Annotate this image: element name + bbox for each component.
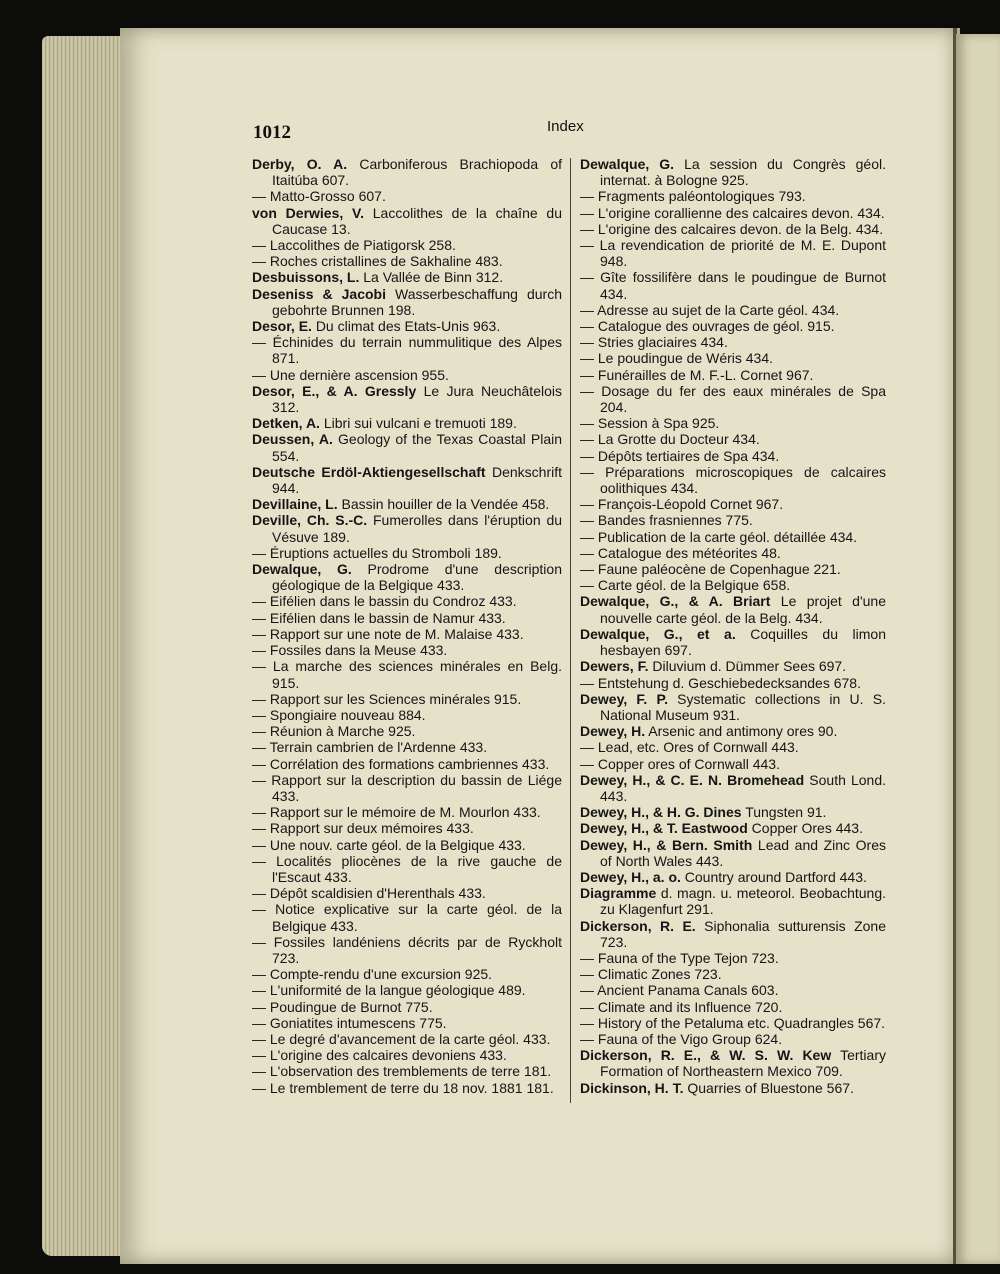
index-entry [252,156,562,188]
entry-text: — Compte-rendu d'une excursion 925. [252,966,493,983]
entry-author: Desor, E. [252,318,312,335]
page-number: 1012 [253,122,291,143]
index-entry [252,691,562,707]
index-entry [252,561,562,593]
entry-author: Dewey, H., & T. Eastwood [580,820,748,837]
entry-text: — François-Léopold Cornet 967. [580,496,784,513]
entry-text: — Spongiaire nouveau 884. [252,706,426,723]
entry-text: Copper Ores 443. [751,820,863,837]
entry-text: — Roches cristallines de Sakhaline 483. [252,253,503,270]
entry-text: — Eifélien dans le bassin du Condroz 433. [252,593,517,610]
index-entry [580,188,886,204]
index-entry [580,1031,886,1047]
column-divider [570,158,571,1103]
index-entry [580,1047,886,1079]
entry-author: Detken, A. [252,415,320,432]
index-entry [252,593,562,609]
index-entry [252,269,562,285]
entry-author: Dewey, H., & Bern. Smith [580,836,753,853]
index-entry [580,302,886,318]
entry-text: — Réunion à Marche 925. [252,723,416,740]
index-entry [580,205,886,221]
index-entry [580,237,886,269]
entry-text: — Fragments paléontologiques 793. [580,188,806,205]
index-entry [580,545,886,561]
entry-text: — L'origine corallienne des calcaires devon. 434. [580,204,885,221]
entry-text: — Laccolithes de Piatigorsk 258. [252,237,456,254]
entry-text: Coquilles du limon hesbayen 697. [600,625,886,659]
index-entry [580,1015,886,1031]
entry-text: — Rapport sur une note de M. Malaise 433. [252,625,524,642]
entry-text: — Session à Spa 925. [580,415,720,432]
entry-text: — Corrélation des formations cambriennes 433. [252,755,550,772]
index-entry [252,901,562,933]
index-entry [252,545,562,561]
entry-author: Dewalque, G. [580,156,675,172]
entry-text: — La marche des sciences minérales en Belg. 915. [252,658,562,691]
entry-text: — Échinides du terrain nummulitique des Alpes 871. [252,334,562,367]
entry-author: Devillaine, L. [252,496,338,513]
entry-author: Derby, O. A. [252,156,348,172]
entry-author: Dickerson, R. E. [580,917,696,934]
entry-text: — La Grotte du Docteur 434. [580,431,760,448]
index-entry [252,431,562,463]
entry-author: Dewey, F. P. [580,690,668,707]
entry-text: Tertiary Formation of Northeastern Mexico 709. [600,1047,886,1080]
entry-author: Deussen, A. [252,431,333,448]
entry-text: — L'observation des tremblements de terre 181. [252,1063,552,1080]
index-entry [580,999,886,1015]
index-entry [252,1063,562,1079]
index-entry [252,367,562,383]
entry-text: Diluvium d. Dümmer Sees 697. [652,658,847,675]
index-entry [580,626,886,658]
index-entry [252,610,562,626]
entry-text: — Une nouv. carte géol. de la Belgique 433. [252,836,526,853]
index-entry [252,804,562,820]
index-entry [580,804,886,820]
index-entry [580,772,886,804]
index-entry [252,334,562,366]
entry-text: Quarries of Bluestone 567. [687,1079,854,1096]
entry-author: Deseniss & Jacobi [252,285,386,302]
entry-text: — Éruptions actuelles du Stromboli 189. [252,544,502,561]
entry-text: — Dépôts tertiaires de Spa 434. [580,447,780,464]
entry-text: — Carte géol. de la Belgique 658. [580,577,791,594]
index-entry [580,221,886,237]
entry-text: — Dosage du fer des eaux minérales de Spa 204. [580,382,886,416]
entry-text: Siphonalia sutturensis Zone 723. [600,917,886,950]
entry-text: — Dépôt scaldisien d'Herenthals 433. [252,885,486,902]
index-entry [252,286,562,318]
entry-text: Tungsten 91. [745,804,827,821]
entry-text: — Poudingue de Burnot 775. [252,998,433,1015]
index-entry [252,188,562,204]
entry-author: Diagramme [580,885,657,902]
index-entry [580,723,886,739]
index-entry [252,966,562,982]
entry-text: Lead and Zinc Ores of North Wales 443. [600,836,886,869]
entry-text: — Climate and its Influence 720. [580,998,783,1015]
index-entry [252,1031,562,1047]
index-entry [580,756,886,772]
entry-text: — Eifélien dans le bassin de Namur 433. [252,609,506,626]
index-entry [580,431,886,447]
entry-author: Dewey, H., & C. E. N. Bromehead [580,771,805,788]
index-entry [580,918,886,950]
index-entry [580,156,886,188]
entry-author: Dewalque, G. [252,561,352,578]
entry-text: — L'origine des calcaires devon. de la Belg. 434. [580,220,884,237]
index-entry [580,869,886,885]
entry-text: — Rapport sur les Sciences minérales 915. [252,690,522,707]
entry-text: — Entstehung d. Geschiebedecksandes 678. [580,674,861,691]
index-entry [580,837,886,869]
entry-text: d. magn. u. meteorol. Beobachtung. zu Klagenfurt 291. [600,885,886,918]
entry-text: Wasserbeschaffung durch gebohrte Brunnen 198. [272,285,562,318]
entry-text: Prodrome d'une description géologique de la Belgique 433. [272,561,562,594]
index-entry [252,982,562,998]
entry-text: — Rapport sur deux mémoires 433. [252,820,474,837]
index-entry [252,772,562,804]
entry-text: Geology of the Texas Coastal Plain 554. [272,431,563,464]
entry-author: Dewalque, G., & A. Briart [580,593,771,610]
entry-text: Denkschrift 944. [272,463,563,497]
entry-text: — Stries glaciaires 434. [580,334,728,351]
index-entry [580,350,886,366]
entry-author: Dickerson, R. E., & W. S. W. Kew [580,1047,832,1064]
index-entry [252,707,562,723]
index-entry [252,253,562,269]
entry-text: — L'origine des calcaires devoniens 433. [252,1047,507,1064]
index-entry [252,853,562,885]
index-entry [252,739,562,755]
index-entry [252,723,562,739]
entry-text: — Matto-Grosso 607. [252,188,386,205]
index-entry [252,237,562,253]
entry-text: — Gîte fossilifère dans le poudingue de Burnot 434. [580,269,886,302]
index-entry [252,642,562,658]
entry-text: — Préparations microscopiques de calcaires oolithiques 434. [580,463,886,497]
entry-text: — Rapport sur la description du bassin de Liége 433. [252,771,562,804]
index-entry [580,415,886,431]
entry-author: Dewey, H. [580,723,646,740]
index-entry [252,383,562,415]
entry-text: — L'uniformité de la langue géologique 489. [252,982,526,999]
facing-page-edge [956,34,1000,1264]
index-entry [580,334,886,350]
entry-author: Deville, Ch. S.-C. [252,512,368,529]
index-entry [252,885,562,901]
index-entry [252,999,562,1015]
entry-text: — Rapport sur le mémoire de M. Mourlon 433. [252,804,541,821]
index-entry [580,561,886,577]
index-entry [580,464,886,496]
entry-text: — Le degré d'avancement de la carte géol. 433. [252,1030,551,1047]
entry-text: — Copper ores of Cornwall 443. [580,755,780,772]
index-entry [252,1080,562,1096]
index-entry [252,837,562,853]
index-entry [580,367,886,383]
entry-text: Carboniferous Brachiopoda of Itaitúba 607. [272,156,563,189]
entry-author: Desor, E., & A. Gressly [252,382,417,399]
entry-author: Dewey, H., & H. G. Dines [580,804,742,821]
entry-text: Fumerolles dans l'éruption du Vésuve 189. [272,512,563,545]
entry-text: — Faune paléocène de Copenhague 221. [580,561,841,578]
index-entry [252,318,562,334]
entry-text: — Adresse au sujet de la Carte géol. 434. [580,301,840,318]
entry-text: Le projet d'une nouvelle carte géol. de la Belg. 434. [600,593,886,626]
entry-text: — Localités pliocènes de la rive gauche de l'Escaut 433. [252,852,562,885]
index-entry [252,415,562,431]
entry-text: La Vallée de Binn 312. [363,269,504,286]
index-entry [580,496,886,512]
entry-author: Dickinson, H. T. [580,1079,684,1096]
entry-text: — Terrain cambrien de l'Ardenne 433. [252,739,488,756]
entry-author: von Derwies, V. [252,204,364,221]
entry-text: Country around Dartford 443. [684,868,867,885]
entry-text: — History of the Petaluma etc. Quadrangles 567. [580,1014,886,1031]
entry-text: — Fauna of the Vigo Group 624. [580,1030,783,1047]
entry-text: — Funérailles de M. F.-L. Cornet 967. [580,366,814,383]
index-entry [252,626,562,642]
index-column-right [580,156,886,1096]
entry-text: La session du Congrès géol. internat. à Bologne 925. [600,156,886,189]
index-entry [252,756,562,772]
entry-text: Le Jura Neuchâtelois 312. [272,382,562,416]
entry-text: South Lond. 443. [600,771,887,804]
entry-text: — Notice explicative sur la carte géol. de la Belgique 433. [252,901,562,934]
index-entry [580,529,886,545]
index-entry [580,577,886,593]
index-entry [580,593,886,625]
index-entry [252,1015,562,1031]
index-entry [580,739,886,755]
entry-text: — Lead, etc. Ores of Cornwall 443. [580,739,799,756]
index-entry [580,269,886,301]
entry-text: — Le tremblement de terre du 18 nov. 1881 181. [252,1079,554,1096]
entry-text: Libri sui vulcani e tremuoti 189. [323,415,517,432]
entry-text: — Fauna of the Type Tejon 723. [580,949,779,966]
index-entry [252,820,562,836]
entry-text: — Catalogue des météorites 48. [580,544,781,561]
index-entry [252,205,562,237]
index-entry [580,1080,886,1096]
index-entry [252,496,562,512]
entry-text: — Publication de la carte géol. détaillée 434. [580,528,858,545]
entry-text: — Goniatites intumescens 775. [252,1014,447,1031]
index-entry [580,512,886,528]
entry-text: Systematic collections in U. S. National Museum 931. [600,690,886,723]
index-entry [252,512,562,544]
entry-text: — Catalogue des ouvrages de géol. 915. [580,318,835,335]
index-entry [252,464,562,496]
entry-text: — Fossiles landéniens décrits par de Ryckholt 723. [252,933,562,966]
index-column-left [252,156,562,1096]
entry-text: — Le poudingue de Wéris 434. [580,350,774,367]
entry-text: Bassin houiller de la Vendée 458. [341,496,550,513]
index-entry [580,318,886,334]
index-entry [580,966,886,982]
entry-author: Desbuissons, L. [252,269,360,286]
index-entry [252,658,562,690]
entry-text: — Climatic Zones 723. [580,966,722,983]
index-entry [252,934,562,966]
entry-text: Du climat des Etats-Unis 963. [315,318,501,335]
entry-text: Laccolithes de la chaîne du Caucase 13. [272,204,562,237]
index-entry [580,448,886,464]
entry-author: Dewers, F. [580,658,649,675]
index-entry [580,675,886,691]
entry-author: Dewalque, G., et a. [580,625,736,642]
entry-text: Arsenic and antimony ores 90. [648,723,838,740]
entry-text: — Une dernière ascension 955. [252,366,449,383]
entry-text: — Bandes frasniennes 775. [580,512,753,529]
running-head: Index [547,118,584,135]
entry-text: — Ancient Panama Canals 603. [580,982,779,999]
index-entry [580,658,886,674]
entry-author: Deutsche Erdöl-Aktiengesellschaft [252,463,486,480]
entry-text: — La revendication de priorité de M. E. Dupont 948. [580,237,886,270]
page-edges [42,36,132,1256]
index-entry [252,1047,562,1063]
index-entry [580,950,886,966]
entry-author: Dewey, H., a. o. [580,868,681,885]
index-entry [580,820,886,836]
index-entry [580,383,886,415]
index-entry [580,691,886,723]
entry-text: — Fossiles dans la Meuse 433. [252,642,448,659]
index-entry [580,885,886,917]
index-entry [580,982,886,998]
